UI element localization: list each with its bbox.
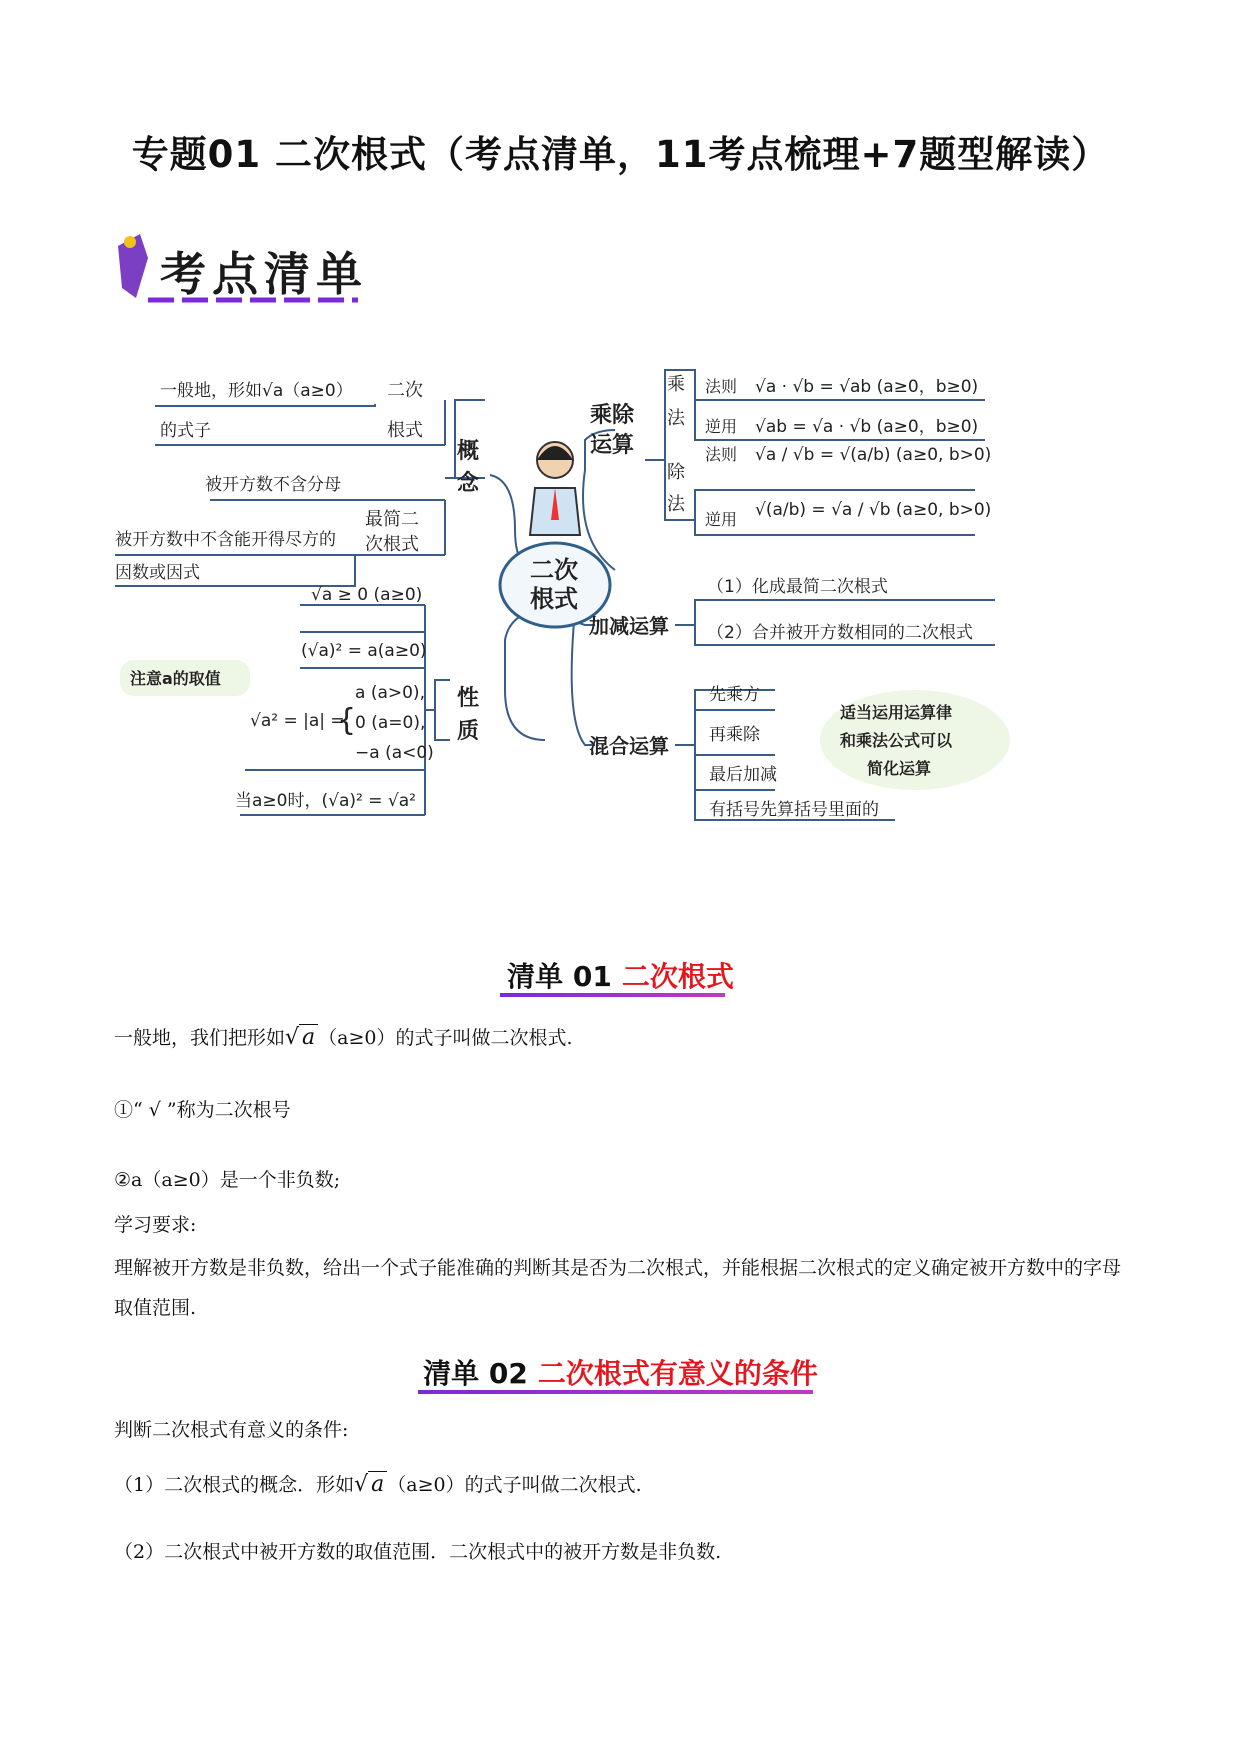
simplest-rule1: 被开方数不含分母 xyxy=(205,475,341,495)
property-p1: √a ≥ 0 (a≥0) xyxy=(311,585,423,605)
simplest-rule2-2: 因数或因式 xyxy=(115,563,200,583)
mul-inverse: √ab = √a · √b (a≥0，b≥0) xyxy=(755,417,979,437)
property-note: 注意a的取值 xyxy=(130,669,221,688)
addsub-label: 加减运算 xyxy=(589,614,669,638)
mixed-tip1: 适当运用运算律 xyxy=(840,703,953,722)
mixed-step3: 最后加减 xyxy=(709,765,777,785)
mul-rule-tag: 法则 xyxy=(705,377,738,396)
property-case3: −a (a<0) xyxy=(355,743,434,763)
mul-label-2: 法 xyxy=(667,408,685,429)
mixed-step4: 有括号先算括号里面的 xyxy=(709,800,879,820)
section2-p3: （2）二次根式中被开方数的取值范围．二次根式中的被开方数是非负数. xyxy=(114,1541,722,1563)
div-inverse: √(a/b) = √a / √b (a≥0, b>0) xyxy=(755,500,992,520)
section1-p2: ①“ √ ”称为二次根号 xyxy=(114,1099,291,1121)
mixed-step2: 再乘除 xyxy=(709,725,760,745)
section1-p3: ②a（a≥0）是一个非负数; xyxy=(114,1169,341,1191)
property-label: 性 xyxy=(457,686,480,711)
mixed-tip3: 简化运算 xyxy=(867,759,932,778)
concept-definition: 一般地，形如√a（a≥0） xyxy=(160,381,353,401)
property-p2: (√a)² = a(a≥0) xyxy=(301,641,427,661)
addsub-step1: （1）化成最简二次根式 xyxy=(707,577,888,597)
sqrt-symbol-2: √ a xyxy=(354,1471,387,1497)
div-rule: √a / √b = √(a/b) (a≥0, b>0) xyxy=(755,445,992,465)
section2-underline xyxy=(418,1390,813,1394)
div-inverse-tag: 逆用 xyxy=(705,510,738,529)
sqrt-symbol: √ a xyxy=(285,1024,318,1050)
section1-heading: 清单 01 二次根式 xyxy=(507,960,734,993)
section1-underline xyxy=(500,993,725,997)
mindmap xyxy=(115,360,1125,930)
section2-p2: （1）二次根式的概念．形如√ a （a≥0）的式子叫做二次根式. xyxy=(114,1472,642,1497)
document-title: 专题01 二次根式（考点清单，11考点梳理+7题型解读） xyxy=(131,133,1110,176)
section2-p1: 判断二次根式有意义的条件: xyxy=(114,1419,349,1441)
section1-p5: 理解被开方数是非负数，给出一个式子能准确的判断其是否为二次根式，并能根据二次根式的定义确定被开方数中的字母取值范围. xyxy=(114,1257,1122,1319)
simplest-name-2: 次根式 xyxy=(365,534,419,555)
brace-icon: { xyxy=(337,703,357,738)
mixed-step1: 先乘方 xyxy=(709,685,760,705)
property-case2: 0 (a=0), xyxy=(355,713,426,733)
mul-rule: √a · √b = √ab (a≥0，b≥0) xyxy=(755,377,979,397)
property-p4: 当a≥0时，(√a)² = √a² xyxy=(235,791,416,811)
property-case1: a (a>0), xyxy=(355,683,425,703)
section1-p4: 学习要求: xyxy=(114,1214,197,1236)
badge-label: 考点清单 xyxy=(160,247,368,301)
muldiv-label: 乘除 xyxy=(590,403,635,428)
simplest-rule2: 被开方数中不含能开得尽方的 xyxy=(115,530,336,550)
mul-inverse-tag: 逆用 xyxy=(705,417,738,436)
concept-name: 二次 xyxy=(387,380,423,401)
div-rule-tag: 法则 xyxy=(705,445,738,464)
div-label-2: 法 xyxy=(667,494,685,515)
concept-definition-2: 的式子 xyxy=(160,421,211,441)
section2-heading: 清单 02 二次根式有意义的条件 xyxy=(423,1357,818,1390)
property-p3-left: √a² = |a| = xyxy=(250,711,345,731)
section1-p1: 一般地，我们把形如√ a （a≥0）的式子叫做二次根式. xyxy=(114,1025,573,1050)
mixed-tip2: 和乘法公式可以 xyxy=(840,731,953,750)
mindmap-center: 二次 xyxy=(530,556,578,584)
concept-name-2: 根式 xyxy=(387,420,423,441)
simplest-name: 最简二 xyxy=(365,509,419,530)
concept-label-2: 念 xyxy=(457,471,480,496)
addsub-step2: （2）合并被开方数相同的二次根式 xyxy=(707,623,973,643)
muldiv-label-2: 运算 xyxy=(590,433,635,458)
div-label: 除 xyxy=(667,462,685,483)
mindmap-center-2: 根式 xyxy=(530,585,578,613)
concept-label: 概 xyxy=(457,439,480,464)
property-label-2: 质 xyxy=(457,719,480,744)
mul-label: 乘 xyxy=(667,374,685,395)
mixed-label: 混合运算 xyxy=(589,734,669,758)
teacher-figure xyxy=(530,442,580,535)
